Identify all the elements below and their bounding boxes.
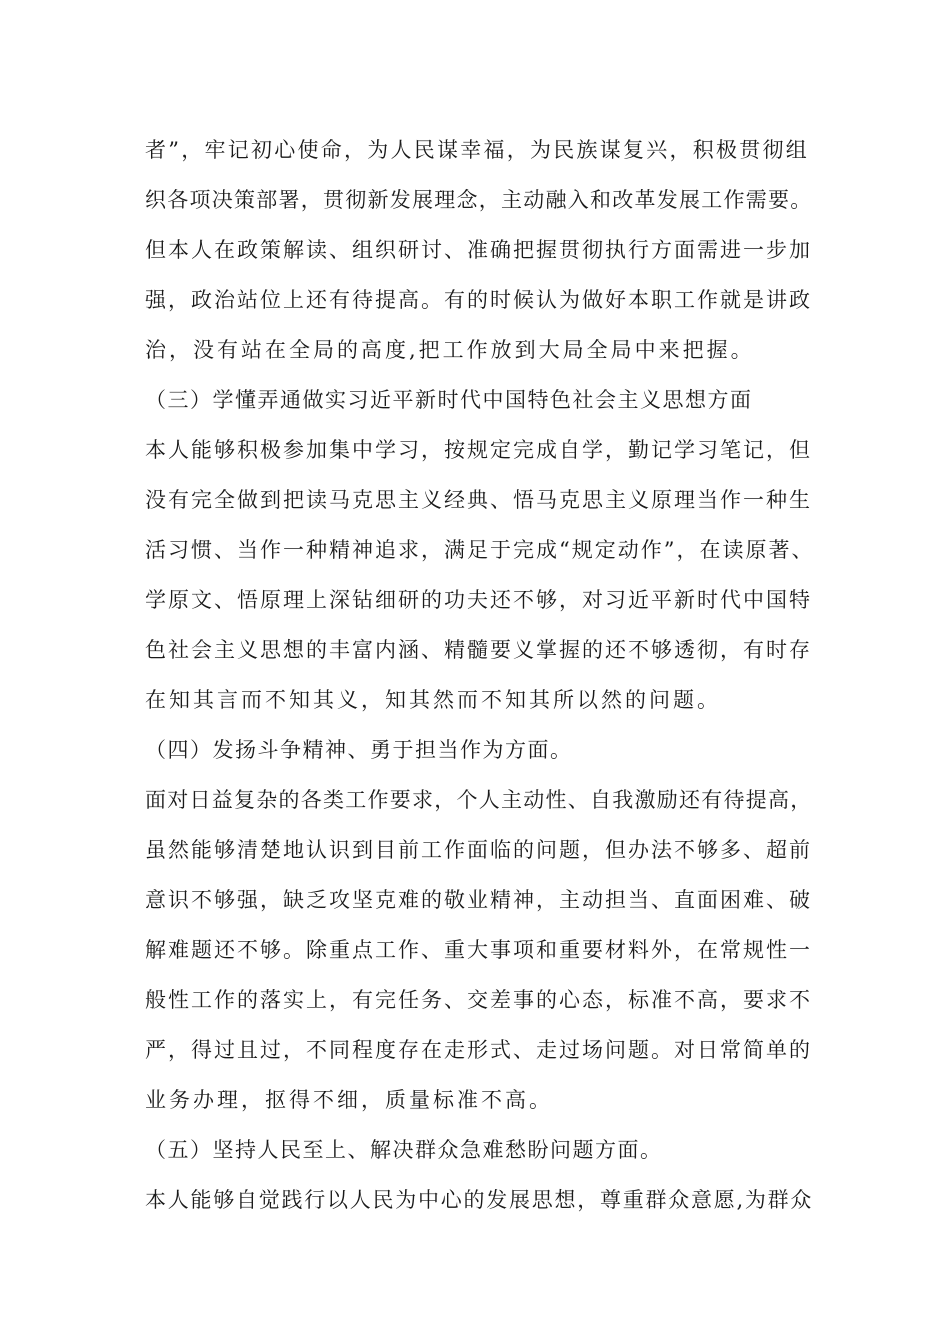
body-line-2: 织各项决策部署，贯彻新发展理念，主动融入和改革发展工作需要。 — [145, 188, 813, 212]
body-line-9: 活习惯、当作一种精神追求，满足于完成“规定动作”，在读原著、 — [145, 538, 815, 562]
body-line-16: 意识不够强，缺乏攻坚克难的敬业精神，主动担当、直面困难、破 — [145, 888, 812, 912]
section-heading-4: （四）发扬斗争精神、勇于担当作为方面。 — [145, 738, 573, 762]
body-line-15: 虽然能够清楚地认识到目前工作面临的问题，但办法不够多、超前 — [145, 838, 812, 862]
body-line-22: 本人能够自觉践行以人民为中心的发展思想，尊重群众意愿,为群众 — [145, 1188, 814, 1212]
body-line-14: 面对日益复杂的各类工作要求，个人主动性、自我激励还有待提高， — [145, 788, 813, 812]
body-line-5: 治，没有站在全局的高度,把工作放到大局全局中来把握。 — [145, 338, 755, 362]
body-line-18: 般性工作的落实上，有完任务、交差事的心态，标准不高，要求不 — [145, 988, 812, 1012]
body-line-20: 业务办理，抠得不细，质量标准不高。 — [145, 1088, 553, 1112]
body-line-4: 强，政治站位上还有待提高。有的时候认为做好本职工作就是讲政 — [145, 288, 812, 312]
body-line-19: 严，得过且过，不同程度存在走形式、走过场问题。对日常简单的 — [145, 1038, 812, 1062]
section-heading-3: （三）学懂弄通做实习近平新时代中国特色社会主义思想方面 — [145, 388, 753, 412]
body-line-12: 在知其言而不知其义，知其然而不知其所以然的问题。 — [145, 688, 721, 712]
body-line-7: 本人能够积极参加集中学习，按规定完成自学，勤记学习笔记，但 — [145, 438, 812, 462]
body-line-8: 没有完全做到把读马克思主义经典、悟马克思主义原理当作一种生 — [145, 488, 812, 512]
section-heading-5: （五）坚持人民至上、解决群众急难愁盼问题方面。 — [145, 1138, 663, 1162]
body-line-10: 学原文、悟原理上深钻细研的功夫还不够，对习近平新时代中国特 — [145, 588, 812, 612]
body-line-1: 者”，牢记初心使命，为人民谋幸福，为民族谋复兴，积极贯彻组 — [145, 138, 809, 162]
body-line-3: 但本人在政策解读、组织研讨、准确把握贯彻执行方面需进一步加 — [145, 238, 812, 262]
body-line-17: 解难题还不够。除重点工作、重大事项和重要材料外，在常规性一 — [145, 938, 812, 962]
body-line-11: 色社会主义思想的丰富内涵、精髓要义掌握的还不够透彻，有时存 — [145, 638, 812, 662]
